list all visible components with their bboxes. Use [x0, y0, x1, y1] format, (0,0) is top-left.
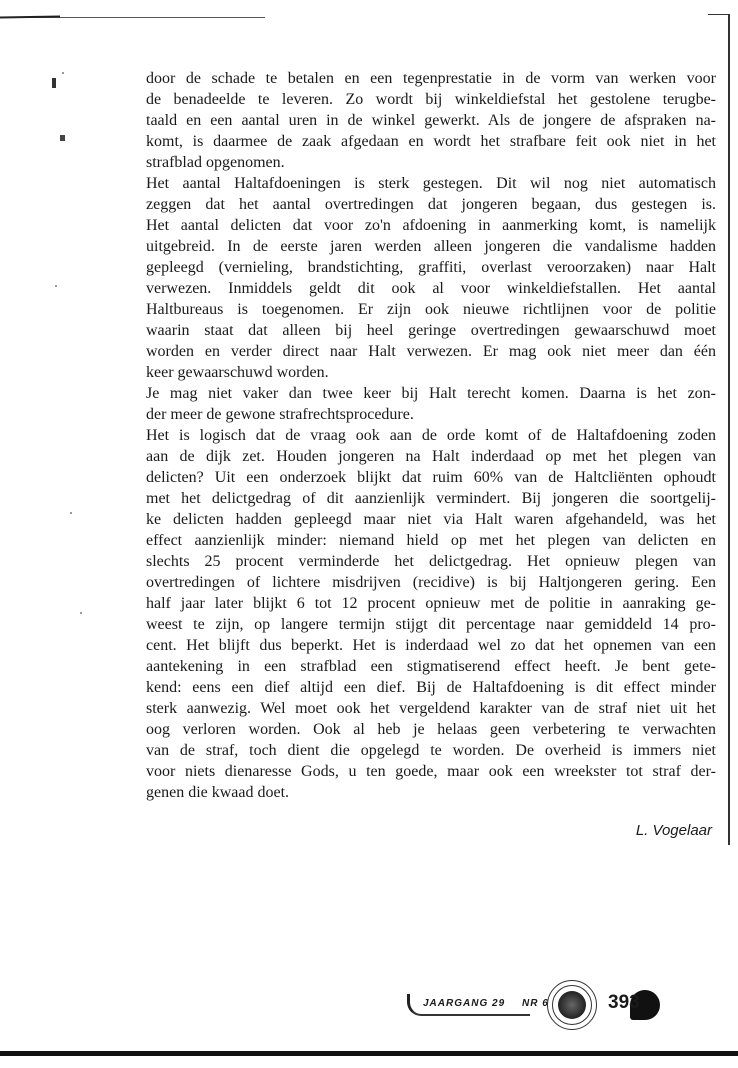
journal-issue: NR 6	[522, 998, 549, 1009]
text-line: weest te zijn, op langere termijn stijgt dit percentage naar gemiddeld 14 pro-	[146, 616, 716, 633]
corner-rule	[708, 14, 730, 15]
text-line: zeggen dat het aantal overtredingen dat jongeren begaan, dus gestegen is.	[146, 196, 716, 213]
text-line: verwezen. Inmiddels geldt dit ook al voor winkeldiefstallen. Het aantal	[146, 280, 716, 297]
text-line: met het delictgedrag of dit aanzienlijk vermindert. Bij jongeren die soortgelij-	[146, 490, 716, 507]
journal-seal-icon	[547, 980, 597, 1030]
text-line: de benadeelde te leveren. Zo wordt bij winkeldiefstal het gestolene terugbe-	[146, 91, 716, 108]
text-line: delicten? Uit een onderzoek blijkt dat ruim 60% van de Haltcliënten ophoudt	[146, 469, 716, 486]
article-body	[146, 68, 716, 803]
page-number: 393	[608, 992, 640, 1013]
bottom-rule	[0, 1051, 738, 1056]
text-line: strafblad opgenomen.	[146, 154, 285, 171]
text-line: gepleegd (vernieling, brandstichting, graffiti, overlast veroorzaken) naar Halt	[146, 259, 716, 276]
scan-speck	[62, 72, 64, 74]
text-line: ke delicten hadden gepleegd maar niet via Halt waren afgehandeld, was het	[146, 511, 716, 528]
text-line: door de schade te betalen en een tegenprestatie in de vorm van werken voor	[146, 70, 716, 87]
text-line: waarin staat dat alleen bij heel geringe overtredingen gewaarschuwd moet	[146, 322, 716, 339]
text-line: worden en verder direct naar Halt verwezen. Er mag ook niet meer dan één	[146, 343, 716, 360]
text-line: genen die kwaad doet.	[146, 784, 290, 801]
text-line: oog verloren worden. Ook al heb je helaas geen verbetering te verwachten	[146, 721, 716, 738]
text-line: effect aanzienlijk minder: niemand hield op met het plegen van delicten en	[146, 532, 716, 549]
scan-speck	[80, 612, 82, 614]
text-line: Het aantal delicten dat voor zo'n afdoening in aanmerking komt, is namelijk	[146, 217, 716, 234]
author-signature: L. Vogelaar	[635, 822, 712, 839]
scan-speck	[60, 135, 65, 141]
text-line: Het aantal Haltafdoeningen is sterk gestegen. Dit wil nog niet automatisch	[146, 175, 716, 192]
page-footer	[395, 980, 695, 1035]
journal-volume: JAARGANG 29	[423, 998, 506, 1009]
text-line: Haltbureaus is toegenomen. Er zijn ook nieuwe richtlijnen voor de politie	[146, 301, 716, 318]
text-line: uitgebreid. In de eerste jaren werden alleen jongeren die vandalisme hadden	[146, 238, 716, 255]
text-line: Je mag niet vaker dan twee keer bij Halt terecht komen. Daarna is het zon-	[146, 385, 716, 402]
text-line: slechts 25 procent verminderde het delictgedrag. Het opnieuw plegen van	[146, 553, 716, 570]
text-line: van de straf, toch dient die opgelegd te worden. De overheid is immers niet	[146, 742, 716, 759]
text-line: half jaar later blijkt 6 tot 12 procent opnieuw met de politie in aanraking ge-	[146, 595, 716, 612]
text-line: keer gewaarschuwd worden.	[146, 364, 329, 381]
text-line: sterk aanwezig. Wel moet ook het vergeldend karakter van de straf niet uit het	[146, 700, 716, 717]
top-rule-left	[0, 15, 60, 18]
text-line: kend: eens een dief altijd een dief. Bij de Haltafdoening is dit effect minder	[146, 679, 716, 696]
scan-speck	[55, 285, 57, 287]
text-line: aantekening in een strafblad een stigmatiserend effect heeft. Je bent gete-	[146, 658, 716, 675]
scan-speck	[52, 78, 56, 88]
text-line: cent. Het blijft dus beperkt. Het is inderdaad wel zo dat het opnemen van een	[146, 637, 716, 654]
text-line: Het is logisch dat de vraag ook aan de orde komt of de Haltafdoening zoden	[146, 427, 716, 444]
text-line: komt, is daarmee de zaak afgedaan en wordt het strafbare feit ook niet in het	[146, 133, 716, 150]
text-line: overtredingen of lichtere misdrijven (recidive) is bij Haltjongeren gering. Een	[146, 574, 716, 591]
text-line: der meer de gewone strafrechtsprocedure.	[146, 406, 414, 423]
text-line: aan de dijk zet. Houden jongeren na Halt inderdaad op met het plegen van	[146, 448, 716, 465]
text-line: voor niets dienaresse Gods, u ten goede, maar ook een wreekster tot straf der-	[146, 763, 716, 780]
text-line: taald en een aantal uren in de winkel gewerkt. Als de jongere de afspraken na-	[146, 112, 716, 129]
scan-speck	[70, 512, 72, 514]
right-border-rule	[728, 15, 730, 845]
